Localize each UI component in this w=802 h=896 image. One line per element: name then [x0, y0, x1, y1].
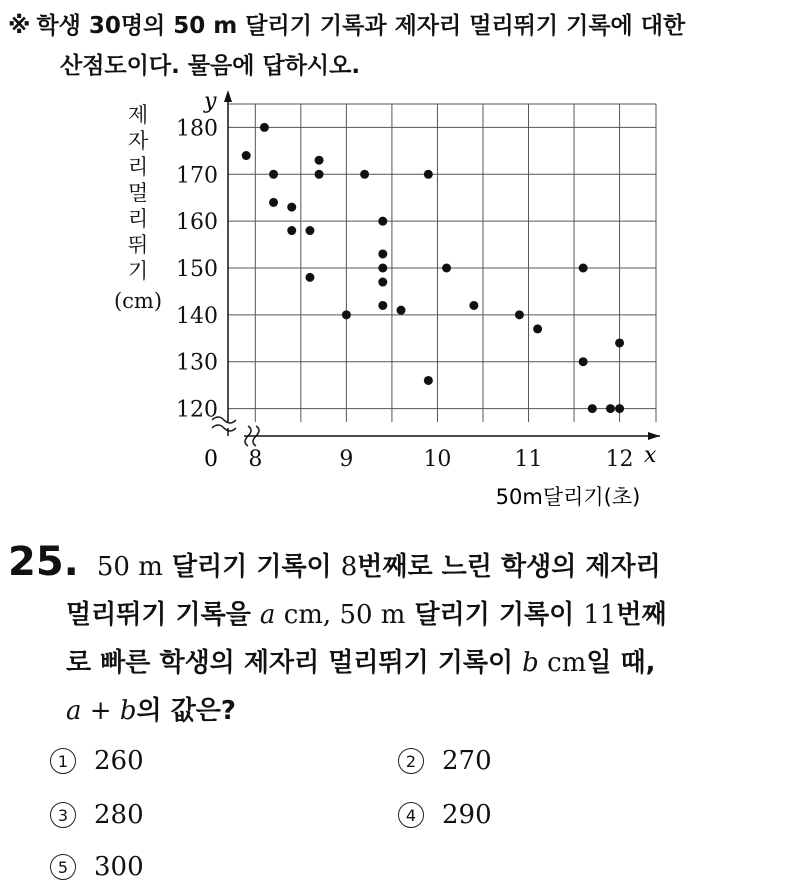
q-text: 일 때, [586, 648, 656, 678]
data-point [615, 338, 624, 347]
x-tick-label: 9 [339, 447, 354, 472]
q-var-b: b [119, 696, 137, 726]
data-point [615, 404, 624, 413]
problem-intro [8, 6, 788, 86]
q-var-b: b [522, 648, 539, 678]
choice-marker: 1 [50, 748, 76, 774]
q-text: 달리기 기록이 [405, 600, 584, 630]
y-label-char: 제 [127, 103, 149, 127]
q-text: 50 m [96, 552, 163, 582]
y-label-char: 기 [127, 259, 149, 283]
choice-marker: 3 [50, 802, 76, 828]
question-line-3 [8, 639, 788, 687]
data-point [579, 357, 588, 366]
axes [224, 90, 660, 440]
y-break-wave [212, 425, 236, 431]
q-var-a: a [66, 696, 82, 726]
choice-value: 260 [94, 746, 144, 776]
data-point [269, 170, 278, 179]
choice-marker: 5 [50, 854, 76, 880]
choice-5[interactable] [50, 852, 144, 882]
q-text: + [81, 696, 120, 726]
question-line-4 [8, 687, 788, 735]
y-tick-label: 180 [176, 116, 218, 142]
y-tick-label: 150 [176, 257, 218, 282]
axis-break-mark [212, 417, 259, 446]
x-tick-labels [248, 447, 633, 472]
x-axis-label: 50m달리기(초) [495, 485, 641, 509]
choice-1[interactable] [50, 746, 144, 776]
choice-value: 300 [94, 852, 144, 882]
data-point [242, 151, 251, 160]
q-text: 11 [583, 600, 617, 630]
data-point [378, 264, 387, 273]
x-tick-label: 8 [248, 447, 263, 472]
data-point [315, 170, 324, 179]
y-tick-label: 140 [176, 303, 218, 329]
y-label-char: 리 [127, 207, 149, 231]
data-point [424, 170, 433, 179]
intro-line-1 [8, 6, 788, 46]
y-label-char: 리 [127, 155, 149, 179]
data-point [305, 273, 314, 282]
data-point [378, 217, 387, 226]
q-text: 멀리뛰기 기록을 [66, 600, 260, 630]
data-point [378, 278, 387, 287]
data-point [378, 249, 387, 258]
y-axis-label [114, 103, 162, 313]
scatter-plot [0, 86, 802, 526]
y-axis-arrow [224, 90, 232, 102]
q-text: 50 m [339, 600, 406, 630]
y-axis-symbol: y [204, 89, 217, 114]
data-point [269, 198, 278, 207]
x-tick-label: 12 [605, 447, 634, 472]
y-label-char: 뛰 [127, 233, 149, 257]
y-tick-label: 170 [176, 163, 218, 189]
q-text: 번째로 느린 학생의 제자리 [357, 552, 661, 582]
y-tick-label: 120 [176, 397, 218, 423]
data-point [342, 310, 351, 319]
data-point [287, 226, 296, 235]
choice-2[interactable] [398, 746, 492, 776]
data-point [287, 203, 296, 212]
q-text: cm, [275, 600, 340, 630]
data-point [424, 376, 433, 385]
data-point [533, 324, 542, 333]
q-text: 달리기 기록이 [162, 552, 341, 582]
intro-text-1: 학생 30명의 50 m 달리기 기록과 제자리 멀리뛰기 기록에 대한 [36, 13, 686, 39]
q-text: cm [538, 648, 587, 678]
x-tick-label: 11 [514, 447, 543, 472]
choice-marker: 2 [398, 748, 424, 774]
question-line-2 [8, 591, 788, 639]
y-label-char: 멀 [127, 181, 149, 205]
question-number: 25. [8, 539, 79, 585]
question-line-1 [8, 538, 788, 591]
data-point [469, 301, 478, 310]
choice-marker: 4 [398, 802, 424, 828]
data-point [260, 123, 269, 132]
x-axis-symbol: x [644, 443, 657, 468]
grid-lines [228, 104, 656, 422]
data-point [442, 264, 451, 273]
data-point [378, 301, 387, 310]
choice-value: 290 [442, 800, 492, 830]
q-var-a: a [259, 600, 276, 630]
data-point [588, 404, 597, 413]
choice-4[interactable] [398, 800, 492, 830]
y-tick-label: 160 [176, 210, 218, 236]
question [8, 538, 788, 735]
y-tick-label: 130 [176, 350, 218, 376]
data-point [305, 226, 314, 235]
data-point [315, 156, 324, 165]
q-text: 의 값은? [136, 696, 236, 726]
choice-value: 280 [94, 800, 144, 830]
choice-value: 270 [442, 746, 492, 776]
q-text: 로 빠른 학생의 제자리 멀리뛰기 기록이 [66, 648, 523, 678]
q-text: 번째 [616, 600, 667, 630]
data-point [579, 264, 588, 273]
y-label-char: 자 [127, 129, 149, 153]
choice-3[interactable] [50, 800, 144, 830]
y-tick-labels [176, 116, 218, 422]
data-point [397, 306, 406, 315]
reference-mark: ※ [8, 13, 31, 39]
y-label-unit: (cm) [113, 289, 163, 313]
q-text: 8 [340, 552, 358, 582]
data-point [606, 404, 615, 413]
data-point [360, 170, 369, 179]
intro-line-2: 산점도이다. 물음에 답하시오. [60, 53, 361, 79]
x-tick-label: 10 [423, 447, 452, 472]
origin-label: 0 [204, 447, 218, 472]
data-point [515, 310, 524, 319]
x-axis-arrow [648, 432, 660, 440]
